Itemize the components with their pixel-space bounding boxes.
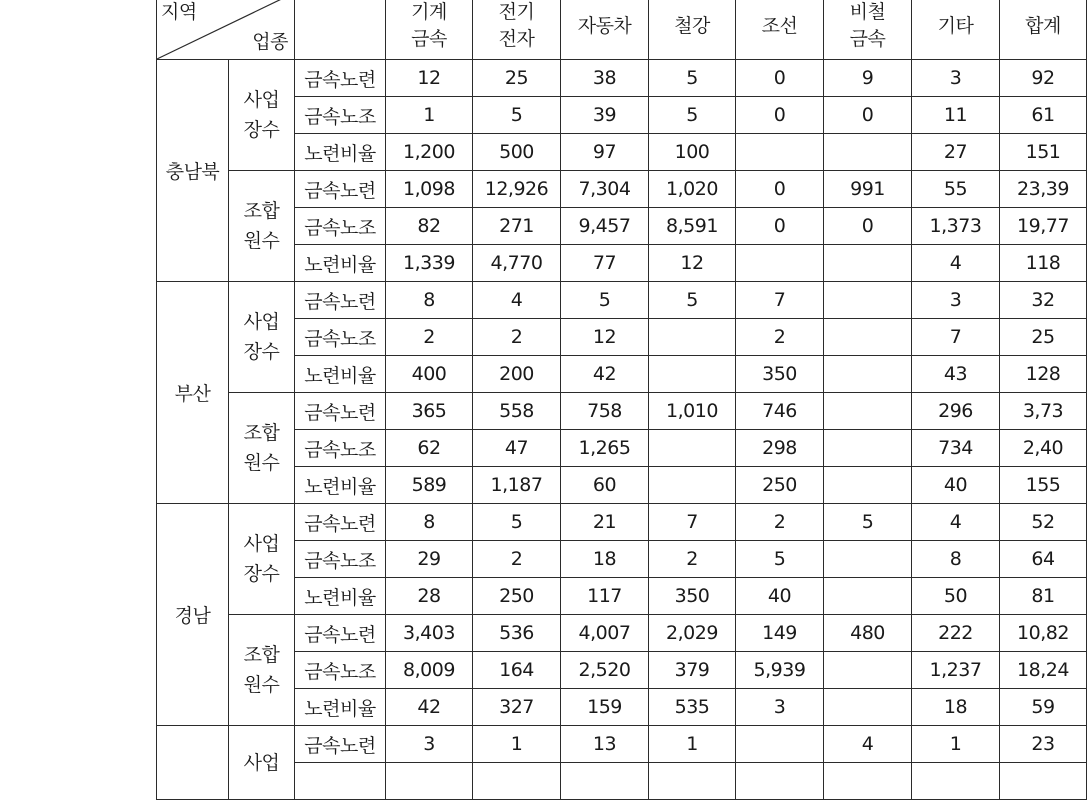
value-cell: 2,520 (561, 652, 649, 689)
value-cell: 558 (473, 393, 561, 430)
value-cell: 2 (473, 541, 561, 578)
value-cell: 52 (1000, 504, 1087, 541)
col-header: 기계 금속 (386, 0, 473, 60)
value-cell: 2 (473, 319, 561, 356)
value-cell: 8,009 (386, 652, 473, 689)
col-header: 철강 (649, 0, 736, 60)
col-header: 자동차 (561, 0, 649, 60)
col-header: 비철 금속 (824, 0, 912, 60)
value-cell (824, 356, 912, 393)
value-cell: 298 (736, 430, 824, 467)
table-row (157, 504, 1087, 541)
value-cell: 11 (912, 97, 1000, 134)
group-cell (229, 615, 295, 726)
value-cell: 991 (824, 171, 912, 208)
table-row (157, 578, 1087, 615)
row-label-cell: 노련비율 (295, 245, 386, 282)
group-label-line2: 장수 (243, 563, 280, 585)
value-cell: 1,237 (912, 652, 1000, 689)
value-cell: 42 (561, 356, 649, 393)
value-cell: 9 (824, 60, 912, 97)
value-cell: 92 (1000, 60, 1087, 97)
value-cell: 350 (649, 578, 736, 615)
value-cell: 3 (386, 726, 473, 763)
value-cell: 10,82 (1000, 615, 1087, 652)
value-cell (824, 763, 912, 800)
value-cell: 28 (386, 578, 473, 615)
row-label-cell: 금속노련 (295, 282, 386, 319)
value-cell: 18 (561, 541, 649, 578)
value-cell: 50 (912, 578, 1000, 615)
value-cell: 589 (386, 467, 473, 504)
row-label-cell: 노련비율 (295, 134, 386, 171)
col-header: 합계 (1000, 0, 1087, 60)
value-cell (824, 689, 912, 726)
corner-industry-label: 업종 (252, 31, 288, 53)
value-cell: 3,73 (1000, 393, 1087, 430)
value-cell: 3,403 (386, 615, 473, 652)
value-cell: 2 (386, 319, 473, 356)
value-cell: 758 (561, 393, 649, 430)
value-cell: 4 (473, 282, 561, 319)
value-cell: 5 (473, 504, 561, 541)
value-cell: 5 (649, 282, 736, 319)
value-cell: 400 (386, 356, 473, 393)
col-header: 조선 (736, 0, 824, 60)
row-label-cell: 금속노련 (295, 726, 386, 763)
value-cell: 7 (736, 282, 824, 319)
value-cell (736, 763, 824, 800)
col-header: 전기 전자 (473, 0, 561, 60)
region-cell: 충남북 (157, 60, 229, 282)
table-row (157, 356, 1087, 393)
group-label-line1: 사업 (243, 89, 280, 111)
value-cell (649, 356, 736, 393)
value-cell: 365 (386, 393, 473, 430)
group-cell (229, 726, 295, 800)
value-cell: 2 (649, 541, 736, 578)
row-label-cell: 금속노련 (295, 504, 386, 541)
value-cell: 1 (473, 726, 561, 763)
value-cell: 0 (736, 97, 824, 134)
value-cell: 734 (912, 430, 1000, 467)
row-label-cell: 금속노련 (295, 393, 386, 430)
table-row (157, 726, 1087, 763)
value-cell: 5 (736, 541, 824, 578)
group-cell (229, 504, 295, 615)
row-label-cell: 금속노조 (295, 430, 386, 467)
value-cell: 480 (824, 615, 912, 652)
value-cell (561, 763, 649, 800)
value-cell: 3 (736, 689, 824, 726)
value-cell: 7 (649, 504, 736, 541)
value-cell: 4,770 (473, 245, 561, 282)
header-row (157, 0, 1087, 60)
value-cell: 8 (912, 541, 1000, 578)
value-cell: 12 (386, 60, 473, 97)
table-row (157, 615, 1087, 652)
value-cell: 0 (736, 208, 824, 245)
value-cell: 43 (912, 356, 1000, 393)
value-cell: 40 (736, 578, 824, 615)
value-cell (824, 245, 912, 282)
value-cell: 159 (561, 689, 649, 726)
value-cell (824, 134, 912, 171)
value-cell (736, 726, 824, 763)
row-label-cell (295, 763, 386, 800)
value-cell: 746 (736, 393, 824, 430)
value-cell: 1 (386, 97, 473, 134)
value-cell: 7 (912, 319, 1000, 356)
value-cell: 1,020 (649, 171, 736, 208)
row-label-cell: 금속노련 (295, 615, 386, 652)
value-cell: 12,926 (473, 171, 561, 208)
value-cell: 25 (1000, 319, 1087, 356)
value-cell: 1,187 (473, 467, 561, 504)
value-cell: 77 (561, 245, 649, 282)
value-cell: 1,339 (386, 245, 473, 282)
value-cell: 82 (386, 208, 473, 245)
value-cell (824, 430, 912, 467)
value-cell: 100 (649, 134, 736, 171)
value-cell: 60 (561, 467, 649, 504)
value-cell (649, 319, 736, 356)
value-cell (1000, 763, 1087, 800)
value-cell (736, 134, 824, 171)
value-cell: 27 (912, 134, 1000, 171)
value-cell: 1,200 (386, 134, 473, 171)
value-cell: 1,010 (649, 393, 736, 430)
value-cell: 5 (473, 97, 561, 134)
table-row (157, 319, 1087, 356)
table-row (157, 282, 1087, 319)
value-cell: 128 (1000, 356, 1087, 393)
value-cell: 19,77 (1000, 208, 1087, 245)
group-label-line1: 사업 (243, 311, 280, 333)
value-cell: 222 (912, 615, 1000, 652)
corner-header-cell (157, 0, 295, 60)
table-row (157, 60, 1087, 97)
value-cell: 97 (561, 134, 649, 171)
value-cell: 47 (473, 430, 561, 467)
value-cell: 1,373 (912, 208, 1000, 245)
value-cell: 536 (473, 615, 561, 652)
col-header: 기타 (912, 0, 1000, 60)
value-cell: 151 (1000, 134, 1087, 171)
value-cell (824, 541, 912, 578)
group-label-line1: 조합 (243, 200, 280, 222)
value-cell: 29 (386, 541, 473, 578)
value-cell (649, 467, 736, 504)
value-cell: 23 (1000, 726, 1087, 763)
value-cell: 5 (649, 60, 736, 97)
value-cell (649, 430, 736, 467)
value-cell: 8 (386, 282, 473, 319)
corner-region-label: 지역 (161, 1, 197, 23)
value-cell: 42 (386, 689, 473, 726)
group-cell (229, 282, 295, 393)
value-cell: 379 (649, 652, 736, 689)
table-row (157, 245, 1087, 282)
group-label-line2: 원수 (243, 230, 280, 252)
value-cell: 1,098 (386, 171, 473, 208)
row-label-cell: 노련비율 (295, 356, 386, 393)
value-cell: 117 (561, 578, 649, 615)
row-label-cell: 금속노조 (295, 541, 386, 578)
value-cell: 327 (473, 689, 561, 726)
value-cell: 149 (736, 615, 824, 652)
value-cell: 2 (736, 504, 824, 541)
value-cell: 0 (824, 97, 912, 134)
value-cell: 21 (561, 504, 649, 541)
value-cell: 1 (912, 726, 1000, 763)
value-cell: 164 (473, 652, 561, 689)
row-label-cell: 노련비율 (295, 578, 386, 615)
value-cell: 350 (736, 356, 824, 393)
value-cell (824, 652, 912, 689)
table-row (157, 541, 1087, 578)
value-cell: 7,304 (561, 171, 649, 208)
value-cell: 4 (912, 245, 1000, 282)
value-cell: 271 (473, 208, 561, 245)
value-cell (824, 393, 912, 430)
table-row (157, 430, 1087, 467)
value-cell (649, 763, 736, 800)
value-cell: 2 (736, 319, 824, 356)
row-label-cell: 노련비율 (295, 467, 386, 504)
value-cell: 535 (649, 689, 736, 726)
value-cell: 3 (912, 60, 1000, 97)
value-cell: 1 (649, 726, 736, 763)
value-cell: 18,24 (1000, 652, 1087, 689)
row-label-cell: 금속노련 (295, 60, 386, 97)
value-cell: 2,029 (649, 615, 736, 652)
value-cell: 40 (912, 467, 1000, 504)
group-label-line2: 장수 (243, 341, 280, 363)
row-label-cell: 금속노조 (295, 97, 386, 134)
table-row (157, 689, 1087, 726)
value-cell (736, 245, 824, 282)
value-cell: 32 (1000, 282, 1087, 319)
group-label-line1: 조합 (243, 422, 280, 444)
value-cell: 500 (473, 134, 561, 171)
value-cell: 1,265 (561, 430, 649, 467)
group-label-line2: 원수 (243, 674, 280, 696)
value-cell (386, 763, 473, 800)
value-cell: 250 (473, 578, 561, 615)
table-row (157, 171, 1087, 208)
row-label-cell: 금속노조 (295, 652, 386, 689)
value-cell: 61 (1000, 97, 1087, 134)
group-label-line1: 사업 (243, 533, 280, 555)
value-cell (824, 578, 912, 615)
group-cell (229, 171, 295, 282)
value-cell: 5 (824, 504, 912, 541)
value-cell: 81 (1000, 578, 1087, 615)
value-cell: 18 (912, 689, 1000, 726)
table-row (157, 208, 1087, 245)
row-label-cell: 금속노조 (295, 319, 386, 356)
group-label-line2: 장수 (243, 119, 280, 141)
group-cell (229, 393, 295, 504)
table-row (157, 652, 1087, 689)
value-cell: 39 (561, 97, 649, 134)
value-cell: 250 (736, 467, 824, 504)
region-cell: 경남 (157, 504, 229, 726)
value-cell: 0 (736, 171, 824, 208)
value-cell: 5,939 (736, 652, 824, 689)
value-cell: 13 (561, 726, 649, 763)
table-row (157, 467, 1087, 504)
table-row (157, 763, 1087, 800)
value-cell (473, 763, 561, 800)
row-label-cell: 금속노련 (295, 171, 386, 208)
table-row (157, 134, 1087, 171)
value-cell: 25 (473, 60, 561, 97)
value-cell: 38 (561, 60, 649, 97)
value-cell: 12 (561, 319, 649, 356)
value-cell: 4 (912, 504, 1000, 541)
table-row (157, 97, 1087, 134)
value-cell (824, 282, 912, 319)
value-cell: 155 (1000, 467, 1087, 504)
value-cell: 2,40 (1000, 430, 1087, 467)
group-cell (229, 60, 295, 171)
value-cell: 5 (561, 282, 649, 319)
value-cell (824, 319, 912, 356)
row-label-cell: 금속노조 (295, 208, 386, 245)
value-cell: 0 (824, 208, 912, 245)
value-cell: 9,457 (561, 208, 649, 245)
value-cell: 55 (912, 171, 1000, 208)
value-cell: 200 (473, 356, 561, 393)
group-label-line1: 조합 (243, 644, 280, 666)
value-cell: 12 (649, 245, 736, 282)
value-cell: 0 (736, 60, 824, 97)
value-cell (912, 763, 1000, 800)
union-statistics-table (156, 0, 1087, 800)
value-cell: 3 (912, 282, 1000, 319)
value-cell: 5 (649, 97, 736, 134)
value-cell: 296 (912, 393, 1000, 430)
header-blank-cell (295, 0, 386, 60)
value-cell: 4,007 (561, 615, 649, 652)
value-cell: 4 (824, 726, 912, 763)
value-cell: 59 (1000, 689, 1087, 726)
region-cell (157, 726, 229, 800)
group-label-line1: 사업 (243, 751, 280, 774)
value-cell (824, 467, 912, 504)
group-label-line2: 원수 (243, 452, 280, 474)
value-cell: 62 (386, 430, 473, 467)
value-cell: 8,591 (649, 208, 736, 245)
value-cell: 23,39 (1000, 171, 1087, 208)
row-label-cell: 노련비율 (295, 689, 386, 726)
value-cell: 8 (386, 504, 473, 541)
value-cell: 118 (1000, 245, 1087, 282)
region-cell: 부산 (157, 282, 229, 504)
value-cell: 64 (1000, 541, 1087, 578)
table-row (157, 393, 1087, 430)
